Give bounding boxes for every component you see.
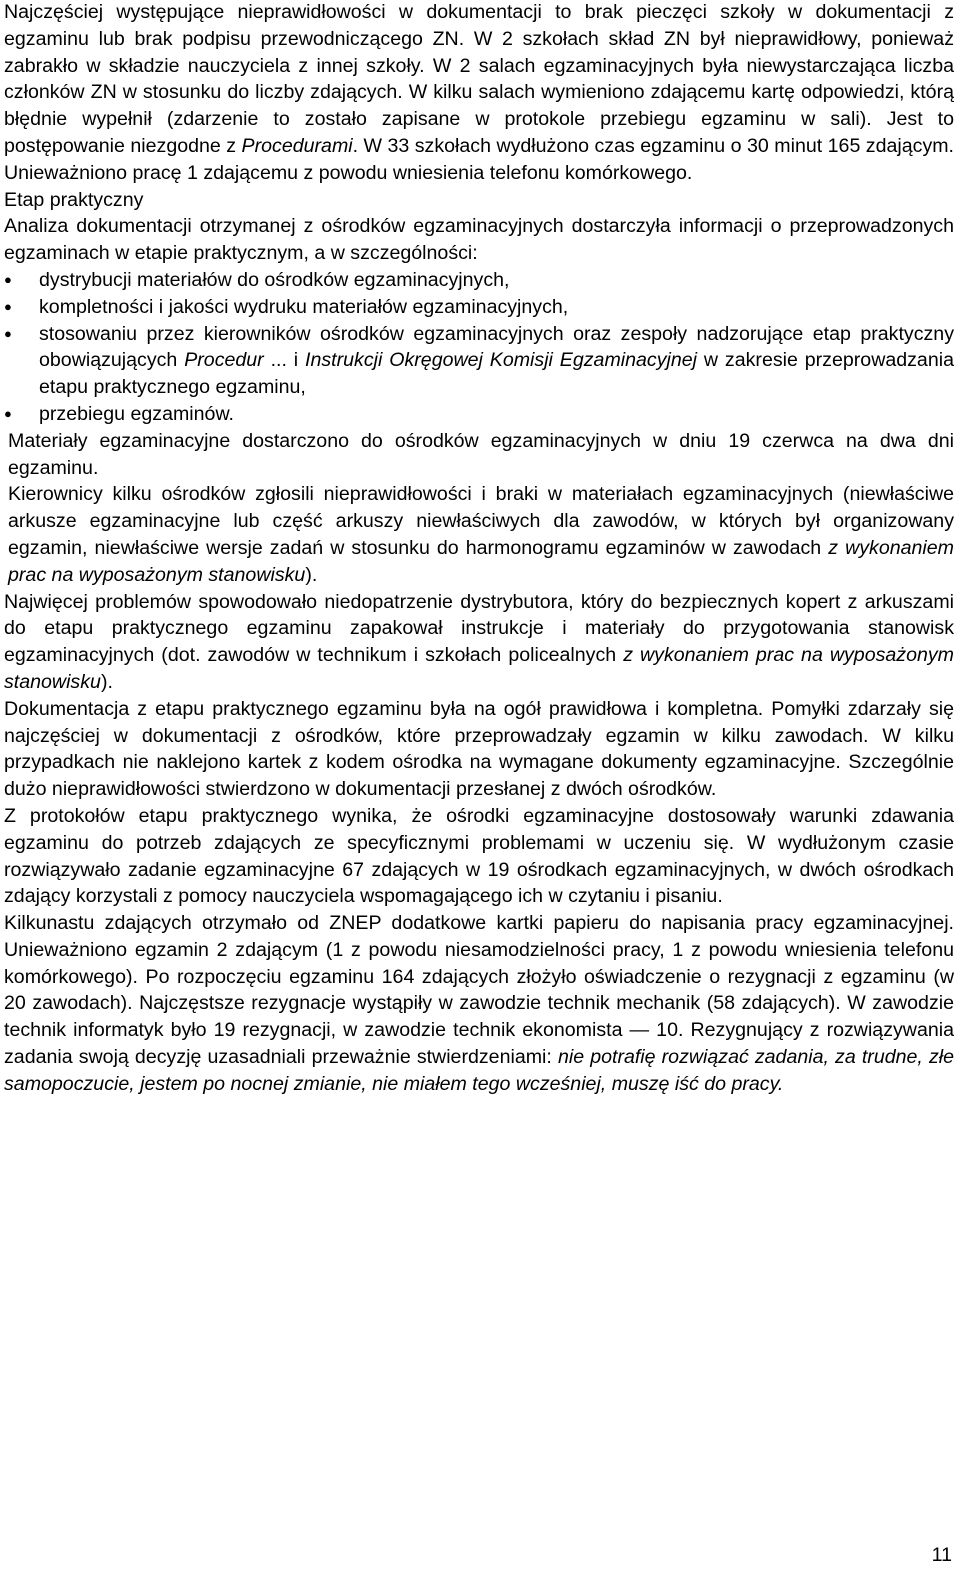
paragraph-text: ). xyxy=(100,670,113,693)
intro-text-part: . W 33 szkołach wydłużono czas egzaminu o 30 minut 165 zdającym. Unieważniono pracę 1 zdającemu z powodu wniesienia telefonu komórkowego. xyxy=(4,134,955,184)
page-number: 11 xyxy=(931,1544,952,1566)
documentation-paragraph: Dokumentacja z etapu praktycznego egzaminu była na ogół prawidłowa i kompletna. Pomyłki zdarzały się najczęściej w dokumentacji z ośrodków, które przeprowadzały egzamin w kilku zawodach. W kilku przypadkach nie naklejono kartek z kodem ośrodka na wymagane dokumenty egzaminacyjne. Szczególnie dużo nieprawidłowości stwierdzono w dokumentacji przesłanej z dwóch ośrodków. xyxy=(4,697,954,801)
lead-paragraph: Analiza dokumentacji otrzymanej z ośrodków egzaminacyjnych dostarczyła informacji o przeprowadzonych egzaminach w etapie praktycznym, a w szczególności: xyxy=(4,215,954,265)
list-item xyxy=(4,267,954,294)
paragraph-emphasis: z wykonaniem prac na wyposażonym stanowisku xyxy=(4,644,955,693)
list-item xyxy=(4,401,954,428)
list-item-text: dystrybucji materiałów do ośrodków egzaminacyjnych, xyxy=(39,268,510,291)
list-item xyxy=(4,294,954,321)
list-item-text: przebiegu egzaminów. xyxy=(39,402,234,425)
bullet-icon: ● xyxy=(4,298,12,314)
bullet-list xyxy=(4,267,954,428)
intro-paragraph xyxy=(4,0,954,187)
materials-paragraph: Materiały egzaminacyjne dostarczono do ośrodków egzaminacyjnych w dniu 19 czerwca na dwa dni egzaminu. xyxy=(8,429,954,479)
protocols-paragraph: Z protokołów etapu praktycznego wynika, że ośrodki egzaminacyjne dostosowały warunki zdawania egzaminu do potrzeb zdających ze specyficznymi problemami w uczeniu się. W wydłużonym czasie rozwiązywało zadanie egzaminacyjne 67 zdających w 19 ośrodkach egzaminacyjnych, w dwóch ośrodkach zdający korzystali z pomocy nauczyciela wspomagającego ich w czytaniu i pisaniu. xyxy=(4,804,954,908)
list-item-text: kompletności i jakości wydruku materiałów egzaminacyjnych, xyxy=(39,295,569,318)
final-paragraph xyxy=(4,910,954,1098)
document-page xyxy=(4,0,954,1098)
paragraph-text: Kilkunastu zdających otrzymało od ZNEP dodatkowe kartki papieru do napisania pracy egzaminacyjnej. Unieważniono egzamin 2 zdającym (1 z powodu niesamodzielności pracy, 1 z powodu wniesienia telefonu komórkowego). Po rozpoczęciu egzaminu 164 zdających złożyło oświadczenie o rezygnacji z egzaminu (w 20 zawodach). Najczęstsze rezygnacje wystąpiły w zawodzie technik mechanik (58 zdających). W zawodzie technik informatyk było 19 rezygnacji, w zawodzie technik ekonomista — 10. Rezygnujący z rozwiązywania zadania swoją decyzję uzasadniali przeważnie stwierdzeniami: xyxy=(4,912,954,1069)
intro-text-emphasis: Procedurami xyxy=(241,134,353,157)
list-item xyxy=(4,321,954,401)
paragraph-text: ). xyxy=(305,563,318,586)
problems-paragraph xyxy=(4,589,954,696)
bullet-icon: ● xyxy=(4,271,12,287)
list-item-text: w zakresie przeprowadzania etapu praktycznego egzaminu, xyxy=(39,349,954,399)
paragraph-text: Najwięcej problemów spowodowało niedopatrzenie dystrybutora, który do bezpiecznych kopert z arkuszami do etapu praktycznego egzaminu zapakował instrukcje i materiały do przygotowania stanowisk egzaminacyjnych (dot. zawodów w technikum i szkołach policealnych xyxy=(4,590,954,667)
list-item-emphasis: Procedur xyxy=(184,349,264,372)
paragraph-emphasis: nie potrafię rozwiązać zadania, za trudne, złe samopoczucie, jestem po nocnej zmianie, nie miałem tego wcześniej, muszę iść do pracy. xyxy=(4,1046,954,1095)
list-item-text: ... i xyxy=(263,349,306,372)
list-item-text: stosowaniu przez kierowników ośrodków egzaminacyjnych oraz zespoły nadzorujące etap praktyczny obowiązujących xyxy=(39,322,954,372)
paragraph-text: Kierownicy kilku ośrodków zgłosili nieprawidłowości i braki w materiałach egzaminacyjnych (niewłaściwe arkusze egzaminacyjne lub część arkuszy niewłaściwych dla zawodów, w których był organizowany egzamin, niewłaściwe wersje zadań w stosunku do harmonogramu egzaminów w zawodach xyxy=(8,483,954,559)
paragraph-emphasis: z wykonaniem prac na wyposażonym stanowisku xyxy=(8,536,954,586)
bullet-icon: ● xyxy=(4,405,12,421)
list-item-emphasis: Instrukcji Okręgowej Komisji Egzaminacyjnej xyxy=(305,349,698,372)
bullet-icon: ● xyxy=(4,325,12,341)
intro-text-part: Najczęściej występujące nieprawidłowości w dokumentacji to brak pieczęci szkoły w dokumentacji z egzaminu lub brak podpisu przewodniczącego ZN. W 2 szkołach skład ZN był nieprawidłowy, ponieważ zabrakło w składzie nauczyciela z innej szkoły. W 2 salach egzaminacyjnych była niewystarczająca liczba członków ZN w stosunku do liczby zdających. W kilku salach wymieniono zdającemu kartę odpowiedzi, którą błędnie wypełnił (zdarzenie to zostało zapisane w protokole przebiegu egzaminu w sali). Jest to postępowanie niezgodne z xyxy=(4,1,954,157)
section-heading: Etap praktyczny xyxy=(4,188,144,211)
managers-paragraph xyxy=(4,481,954,588)
